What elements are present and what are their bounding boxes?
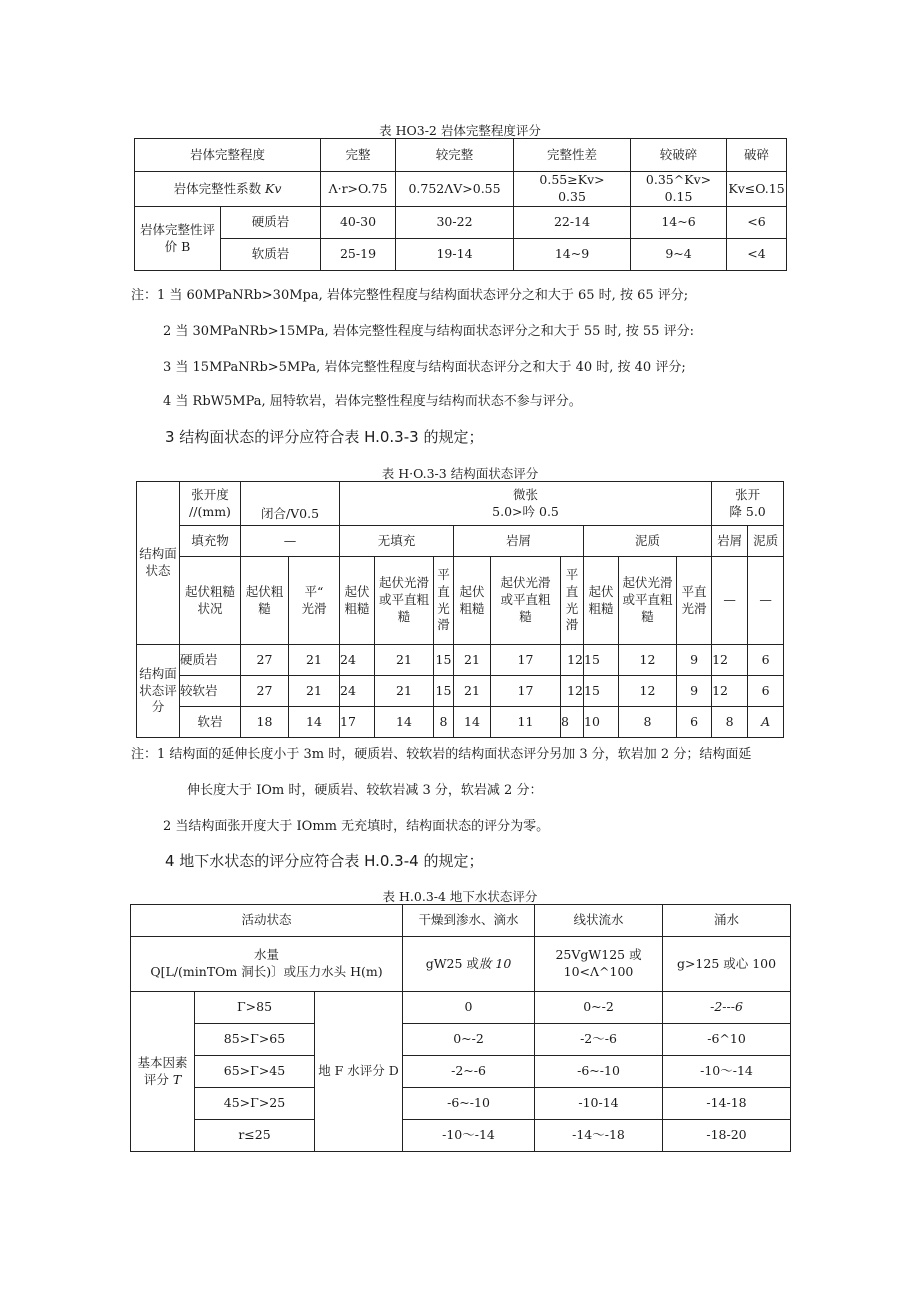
- score: 12: [619, 645, 677, 676]
- roughness: 平直 光滑: [677, 557, 712, 645]
- range: 85>Γ>65: [195, 1024, 315, 1056]
- score: 9: [677, 645, 712, 676]
- table1-caption: 表 HO3-2 岩体完整程度评分: [379, 123, 541, 138]
- score: 21: [454, 676, 491, 707]
- kv-value: 0.752ΛV>0.55: [396, 172, 514, 207]
- aperture-closed: 闭合/V0.5: [241, 482, 340, 526]
- score: 19-14: [396, 239, 514, 271]
- note-line: 3 当 15MPaNRb>5MPa, 岩体完整性程度与结构面状态评分之和大于 40 时, 按 40 评分;: [163, 360, 686, 375]
- score: A: [748, 707, 784, 738]
- header-complete: 完整: [321, 139, 396, 172]
- rock-type: 软岩: [180, 707, 241, 738]
- score: 8: [619, 707, 677, 738]
- score: 8: [561, 707, 584, 738]
- score: 12: [619, 676, 677, 707]
- score: 18: [241, 707, 289, 738]
- rock-type: 硬质岩: [180, 645, 241, 676]
- header-fairly-complete: 较完整: [396, 139, 514, 172]
- header-integrity: 岩体完整程度: [135, 139, 321, 172]
- note-line: 4 当 RbW5MPa, 屈特软岩，岩体完整性程度与结构而状态不参与评分。: [163, 394, 582, 409]
- score: 22-14: [514, 207, 631, 239]
- range: Γ>85: [195, 992, 315, 1024]
- score: -14～-18: [535, 1120, 663, 1152]
- score: 21: [289, 645, 340, 676]
- score: 21: [454, 645, 491, 676]
- kv-value: Kv≤O.15: [727, 172, 787, 207]
- roughness: 起伏粗 糙: [241, 557, 289, 645]
- table2-caption: 表 H·O.3-3 结构面状态评分: [381, 466, 539, 481]
- note-line: 2 当 30MPaNRb>15MPa, 岩体完整性程度与结构面状态评分之和大于 55 时, 按 55 评分:: [163, 324, 694, 339]
- score: 17: [491, 645, 561, 676]
- aperture-open: 张开 降 5.0: [712, 482, 784, 526]
- score: 21: [375, 645, 434, 676]
- eval-label: 岩体完整性评 价 B: [135, 207, 221, 271]
- note-line: 注：1 当 60MPaNRb>30Mpa, 岩体完整性程度与结构面状态评分之和大于 65 时, 按 65 评分;: [131, 288, 689, 303]
- roughness: 平直 光滑: [561, 557, 584, 645]
- score: 10: [584, 707, 619, 738]
- fill-label: 填充物: [180, 526, 241, 557]
- roughness: 起伏光滑 或平直粗 糙: [491, 557, 561, 645]
- score: 40-30: [321, 207, 396, 239]
- score: 27: [241, 676, 289, 707]
- roughness: 起伏 粗糙: [584, 557, 619, 645]
- header-broken: 破碎: [727, 139, 787, 172]
- score: 21: [375, 676, 434, 707]
- score: 17: [491, 676, 561, 707]
- rock-integrity-table: [134, 138, 787, 271]
- fill-open-debris: 岩屑: [712, 526, 748, 557]
- score: 9: [677, 676, 712, 707]
- header-poor: 完整性差: [514, 139, 631, 172]
- score: -18-20: [663, 1120, 791, 1152]
- score: -10～-14: [663, 1056, 791, 1088]
- score: -14-18: [663, 1088, 791, 1120]
- score: -6^10: [663, 1024, 791, 1056]
- kv-value: 0.35^Kv> 0.15: [631, 172, 727, 207]
- score: -2---6: [663, 992, 791, 1024]
- score: 12: [712, 645, 748, 676]
- water-label: 水量 Q[L/(minTOm 洞长)〕或压力水头 H(m): [131, 937, 403, 992]
- water-value: 25VgW125 或 10<Λ^100: [535, 937, 663, 992]
- score: -2~-6: [403, 1056, 535, 1088]
- activity-label: 活动状态: [131, 905, 403, 937]
- groundwater-table: [130, 904, 791, 1152]
- score: 14~9: [514, 239, 631, 271]
- section-heading: 4 地下水状态的评分应符合表 H.0.3-4 的规定；: [165, 852, 484, 870]
- score: <4: [727, 239, 787, 271]
- aperture-micro: 微张 5.0>吟 0.5: [340, 482, 712, 526]
- score: 27: [241, 645, 289, 676]
- score: 6: [748, 645, 784, 676]
- roughness: 平 直 光 滑: [434, 557, 454, 645]
- score: 14: [454, 707, 491, 738]
- range: r≤25: [195, 1120, 315, 1152]
- basic-factor-label: 基本因素 评分 T: [131, 992, 195, 1152]
- col-gush: 涌水: [663, 905, 791, 937]
- fill-none: 无填充: [340, 526, 454, 557]
- roughness: 起伏 粗糙: [454, 557, 491, 645]
- score: 21: [289, 676, 340, 707]
- score: <6: [727, 207, 787, 239]
- score: 12: [712, 676, 748, 707]
- kv-value: 0.55≥Kv> 0.35: [514, 172, 631, 207]
- score: 24: [340, 645, 375, 676]
- score: 15: [434, 645, 454, 676]
- score: 14: [375, 707, 434, 738]
- score: 12: [561, 676, 584, 707]
- groundwater-score-label: 地 F 水评分 D: [315, 992, 403, 1152]
- fill-closed: —: [241, 526, 340, 557]
- col-linear: 线状流水: [535, 905, 663, 937]
- score: 14~6: [631, 207, 727, 239]
- score: 9~4: [631, 239, 727, 271]
- score: 15: [584, 676, 619, 707]
- aperture-label: 张开度 //(mm): [180, 482, 241, 526]
- roughness: —: [712, 557, 748, 645]
- score: -2～-6: [535, 1024, 663, 1056]
- note-line: 注：1 结构面的延伸长度小于 3m 时，硬质岩、较软岩的结构面状态评分另加 3 分，软岩加 2 分；结构面延: [131, 747, 752, 762]
- score: 0~-2: [403, 1024, 535, 1056]
- kv-label: 岩体完整性系数 Kv: [135, 172, 321, 207]
- score: 30-22: [396, 207, 514, 239]
- fill-debris: 岩屑: [454, 526, 584, 557]
- score: 0~-2: [535, 992, 663, 1024]
- score: 8: [712, 707, 748, 738]
- kv-value: Λ·r>O.75: [321, 172, 396, 207]
- note-line: 2 当结构面张开度大于 IOmm 无充填时，结构面状态的评分为零。: [163, 819, 550, 834]
- score: -10～-14: [403, 1120, 535, 1152]
- fill-open-clay: 泥质: [748, 526, 784, 557]
- roughness: 起伏 粗糙: [340, 557, 375, 645]
- score: 15: [434, 676, 454, 707]
- range: 65>Γ>45: [195, 1056, 315, 1088]
- score: 11: [491, 707, 561, 738]
- water-value: g>125 或心 100: [663, 937, 791, 992]
- col-dry: 干燥到渗水、滴水: [403, 905, 535, 937]
- joint-state-label: 结构面 状态: [137, 482, 180, 645]
- score: 14: [289, 707, 340, 738]
- fill-clay: 泥质: [584, 526, 712, 557]
- range: 45>Γ>25: [195, 1088, 315, 1120]
- score: 24: [340, 676, 375, 707]
- score: 6: [677, 707, 712, 738]
- roughness: 起伏光滑 或平直粗 糙: [619, 557, 677, 645]
- score: 15: [584, 645, 619, 676]
- score: 6: [748, 676, 784, 707]
- rock-type: 较软岩: [180, 676, 241, 707]
- roughness-label: 起伏粗糙 状况: [180, 557, 241, 645]
- joint-condition-table: [136, 481, 784, 738]
- section-heading: 3 结构面状态的评分应符合表 H.0.3-3 的规定；: [165, 428, 484, 446]
- score: -10-14: [535, 1088, 663, 1120]
- score: -6~-10: [535, 1056, 663, 1088]
- score: 12: [561, 645, 584, 676]
- score: -6~-10: [403, 1088, 535, 1120]
- roughness: —: [748, 557, 784, 645]
- table3-caption: 表 H.0.3-4 地下水状态评分: [382, 889, 538, 904]
- score: 25-19: [321, 239, 396, 271]
- score: 17: [340, 707, 375, 738]
- rock-type: 软质岩: [221, 239, 321, 271]
- score: 8: [434, 707, 454, 738]
- header-fairly-broken: 较破碎: [631, 139, 727, 172]
- joint-score-label: 结构面 状态评 分: [137, 645, 180, 738]
- score: 0: [403, 992, 535, 1024]
- rock-type: 硬质岩: [221, 207, 321, 239]
- roughness: 起伏光滑 或平直粗 糙: [375, 557, 434, 645]
- water-value: gW25 或妝 10: [403, 937, 535, 992]
- note-line: 伸长度大于 IOm 时，硬质岩、较软岩减 3 分，软岩减 2 分：: [187, 783, 543, 798]
- roughness: 平“ 光滑: [289, 557, 340, 645]
